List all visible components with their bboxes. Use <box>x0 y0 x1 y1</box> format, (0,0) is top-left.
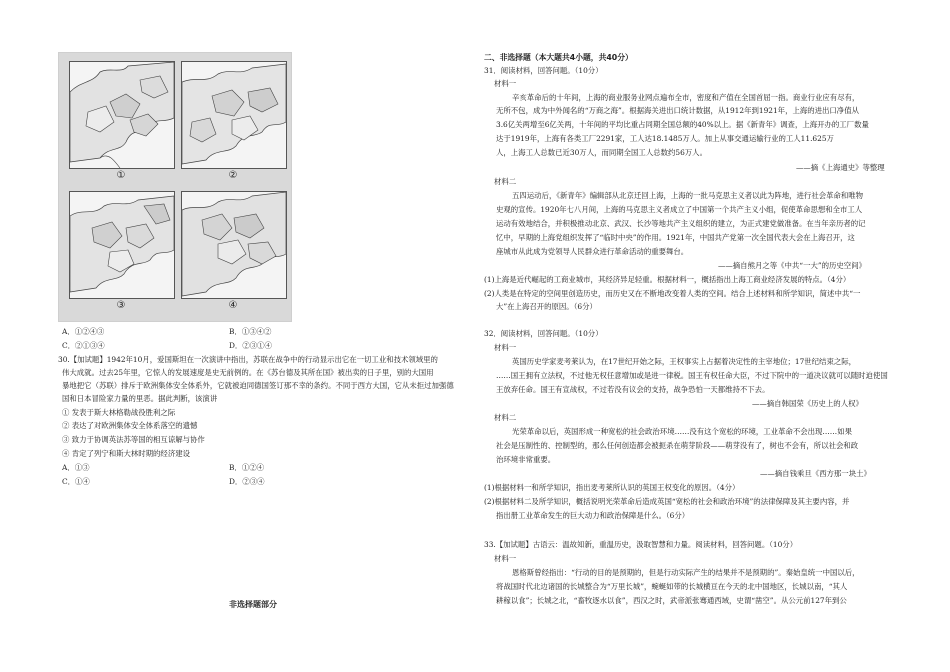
q31-material-2-label: 材料二 <box>494 177 517 186</box>
q31-m1-line: 达于1919年，上海有各类工厂2291家，工人达18.1485万人。加上从事交通运输行业的工人11.625万 <box>496 134 834 143</box>
q30-option-b: B．①②④ <box>229 463 264 472</box>
map-1-caption: ① <box>116 170 126 181</box>
q32-m2-line: 光荣革命以后，英国形成一种宽松的社会政治环境……没有这个宽松的环境，工业革命不会出现……如果 <box>512 427 852 436</box>
q33-stem: 33.【加试题】古语云：温故知新，重温历史，汲取智慧和力量。阅读材料，回答问题。（10分） <box>484 540 798 549</box>
map-4-image <box>181 191 287 299</box>
map-2-image <box>181 61 287 169</box>
q29-option-c: C．②①③④ <box>62 341 105 350</box>
q32-stem: 32．阅读材料，回答问题。（10分） <box>484 329 603 338</box>
q32-m2-line: 社会是压制性的、控制型的，那么任何创造都会被扼杀在萌芽阶段——萌芽没有了，树也不会有，所以社会和政 <box>496 441 859 450</box>
q32-subquestion: (2)根据材料二及所学知识，概括说明光荣革命后造成英国“宽松的社会和政治环境”的法律保障及其主要内容，并 <box>484 497 850 506</box>
q32-material-1-label: 材料一 <box>494 343 517 352</box>
q30-stem-line: 暴地把它（苏联）排斥于欧洲集体安全体系外，它就被迫同德国签订那不幸的条约。不同于西方大国，它从未拒过加强德 <box>62 381 454 390</box>
q32-subquestion: (1)根据材料一和所学知识，指出麦考莱所认识的英国王权变化的原因。（4分） <box>484 483 740 492</box>
section-title-non-choice: 非选择题部分 <box>229 600 277 609</box>
q31-subquestion: (2)人类是在特定的空间里创造历史，而历史又在不断地改变着人类的空间。结合上述材料和所学知识，简述中共“一 <box>484 289 861 298</box>
q33-m1-line: 耕稼以食”；长城之北，“畜牧逐水以食”，西汉之时，武帝派张骞通西域，史谓“凿空”。从公元前127年到公 <box>496 596 847 605</box>
q30-option-c: C．①④ <box>62 477 90 486</box>
q30-statement: ② 表达了对欧洲集体安全体系落空的遗憾 <box>62 421 198 430</box>
q31-m1-line: 人，上海工人总数已近30万人，而同期全国工人总数约56万人。 <box>496 148 707 157</box>
q31-subquestion: (1)上海是近代崛起的工商业城市，其经济异足轻重。根据材料一，概括指出上海工商业经济发展的特点。（4分） <box>484 275 851 284</box>
map-3-caption: ③ <box>116 300 126 311</box>
q31-material-1-label: 材料一 <box>494 79 517 88</box>
q32-m1-source: ——摘自韩国荣《历史上的人权》 <box>752 399 863 408</box>
q30-option-a: A．①③ <box>62 463 90 472</box>
q31-m2-line: 座城市从此成为党领导人民群众进行革命活动的重要舞台。 <box>496 247 689 256</box>
q32-m1-line: ……国王拥有立法权，不过他无权任意增加或是进一律税。国王有权任命大臣，不过下院中的一道决议就可以随时迫使国 <box>496 371 888 380</box>
q31-subquestion: 大”在上海召开的原因。（6分） <box>496 302 597 311</box>
q31-m1-line: 3.6亿关两增至6亿关两，十年间的平均比重占同期全国总额的40%以上。据《新青年》调查，上海开办的工厂数量 <box>496 120 869 129</box>
q31-m2-line: 史观的宣传。1920年七八月间，上海的马克思主义者成立了中国第一个共产主义小组，促使革命思想和全市工人 <box>496 205 863 214</box>
q31-stem: 31．阅读材料，回答问题。（10分） <box>484 66 603 75</box>
q31-m2-line: 五四运动后，《新青年》编辑部从北京迁回上海，上海的一批马克思主义者以此为阵地，进行社会革命和唯物 <box>512 191 864 200</box>
q30-option-d: D．②③④ <box>229 477 265 486</box>
q31-m2-line: 运动有效地结合，并积极推动北京、武汉、长沙等地共产主义组织的建立，为正式建党做准备。在当年亲历者的记 <box>496 219 866 228</box>
q30-statement: ③ 致力于协调英法苏等国的相互谅解与协作 <box>62 435 205 444</box>
q29-option-a: A．①②④③ <box>62 327 105 336</box>
q30-statement: ④ 肯定了列宁和斯大林时期的经济建设 <box>62 449 190 458</box>
q33-m1-line: 将战国时代北边诸国的长城整合为“万里长城”，蜿蜒如带的长城横亘在今天的北中国地区，长城以南，“其人 <box>496 582 848 591</box>
q30-statement: ① 发表于斯大林格勒战役胜利之际 <box>62 408 176 417</box>
q31-m1-line: 无所不包，成为中外闻名的“万商之海”。根据海关进出口统计数据，从1912年到1921年，上海的进出口净值从 <box>496 106 859 115</box>
map-1-image <box>69 61 175 169</box>
q33-m1-line: 恩格斯曾经指出：“行动的目的是预期的，但是行动实际产生的结果并不是预期的”。秦始皇统一中国以后， <box>512 568 860 577</box>
q32-m1-line: 英国历史学家麦考莱认为，在17世纪开始之际，王权事实上占据着决定性的主宰地位；17世纪结束之际， <box>512 357 857 366</box>
q32-m1-line: 王放弃任命。国王有宣战权，不过若没有议会的支持，战争恐怕一天都维持不下去。 <box>496 385 770 394</box>
q29-option-b: B．①③④② <box>229 327 272 336</box>
question-29-maps-figure <box>58 52 292 322</box>
q31-m1-line: 辛亥革命后的十年间，上海的商业服务业网点遍布全市，密度和产值在全国首屈一指。商业行业应有尽有， <box>512 93 860 102</box>
q32-subquestion: 指出册工业革命发生的巨大动力和政治保障是什么。（6分） <box>496 511 690 520</box>
q30-stem-line: 30.【加试题】1942年10月，爱国斯坦在一次演讲中指出，苏联在战争中的行动显示出它在一切工业和技术领域里的 <box>58 355 438 364</box>
q31-m1-source: ——摘《上海通史》等整理 <box>796 163 885 172</box>
q32-m2-line: 治环境非常重要。 <box>496 455 556 464</box>
q31-m2-line: 忆中，早期的上海党组织发挥了“临时中央”的作用。1921年，中国共产党第一次全国代表大会在上海召开，这 <box>496 233 855 242</box>
q33-material-1-label: 材料一 <box>494 554 517 563</box>
map-2-caption: ② <box>228 170 238 181</box>
q30-stem-line: 伟大成就。过去25年里，它惊人的发展速度是史无前例的。在《苏台德及其所在国》被出卖的日子里，别的大国用 <box>62 368 434 377</box>
map-3-image <box>69 191 175 299</box>
q32-m2-source: ——摘自钱乘旦《西方那一块土》 <box>760 469 871 478</box>
q30-stem-line: 国和日本冒险家力量的里恶。据此判断，该演讲 <box>62 394 218 403</box>
q31-m2-source: ——摘自熊月之等《中共“一大”的历史空间》 <box>718 261 866 270</box>
map-4-caption: ④ <box>228 300 238 311</box>
section-header: 二、非选择题（本大题共4小题，共40分） <box>484 53 633 62</box>
q29-option-d: D．②③①④ <box>229 341 272 350</box>
q32-material-2-label: 材料二 <box>494 413 517 422</box>
